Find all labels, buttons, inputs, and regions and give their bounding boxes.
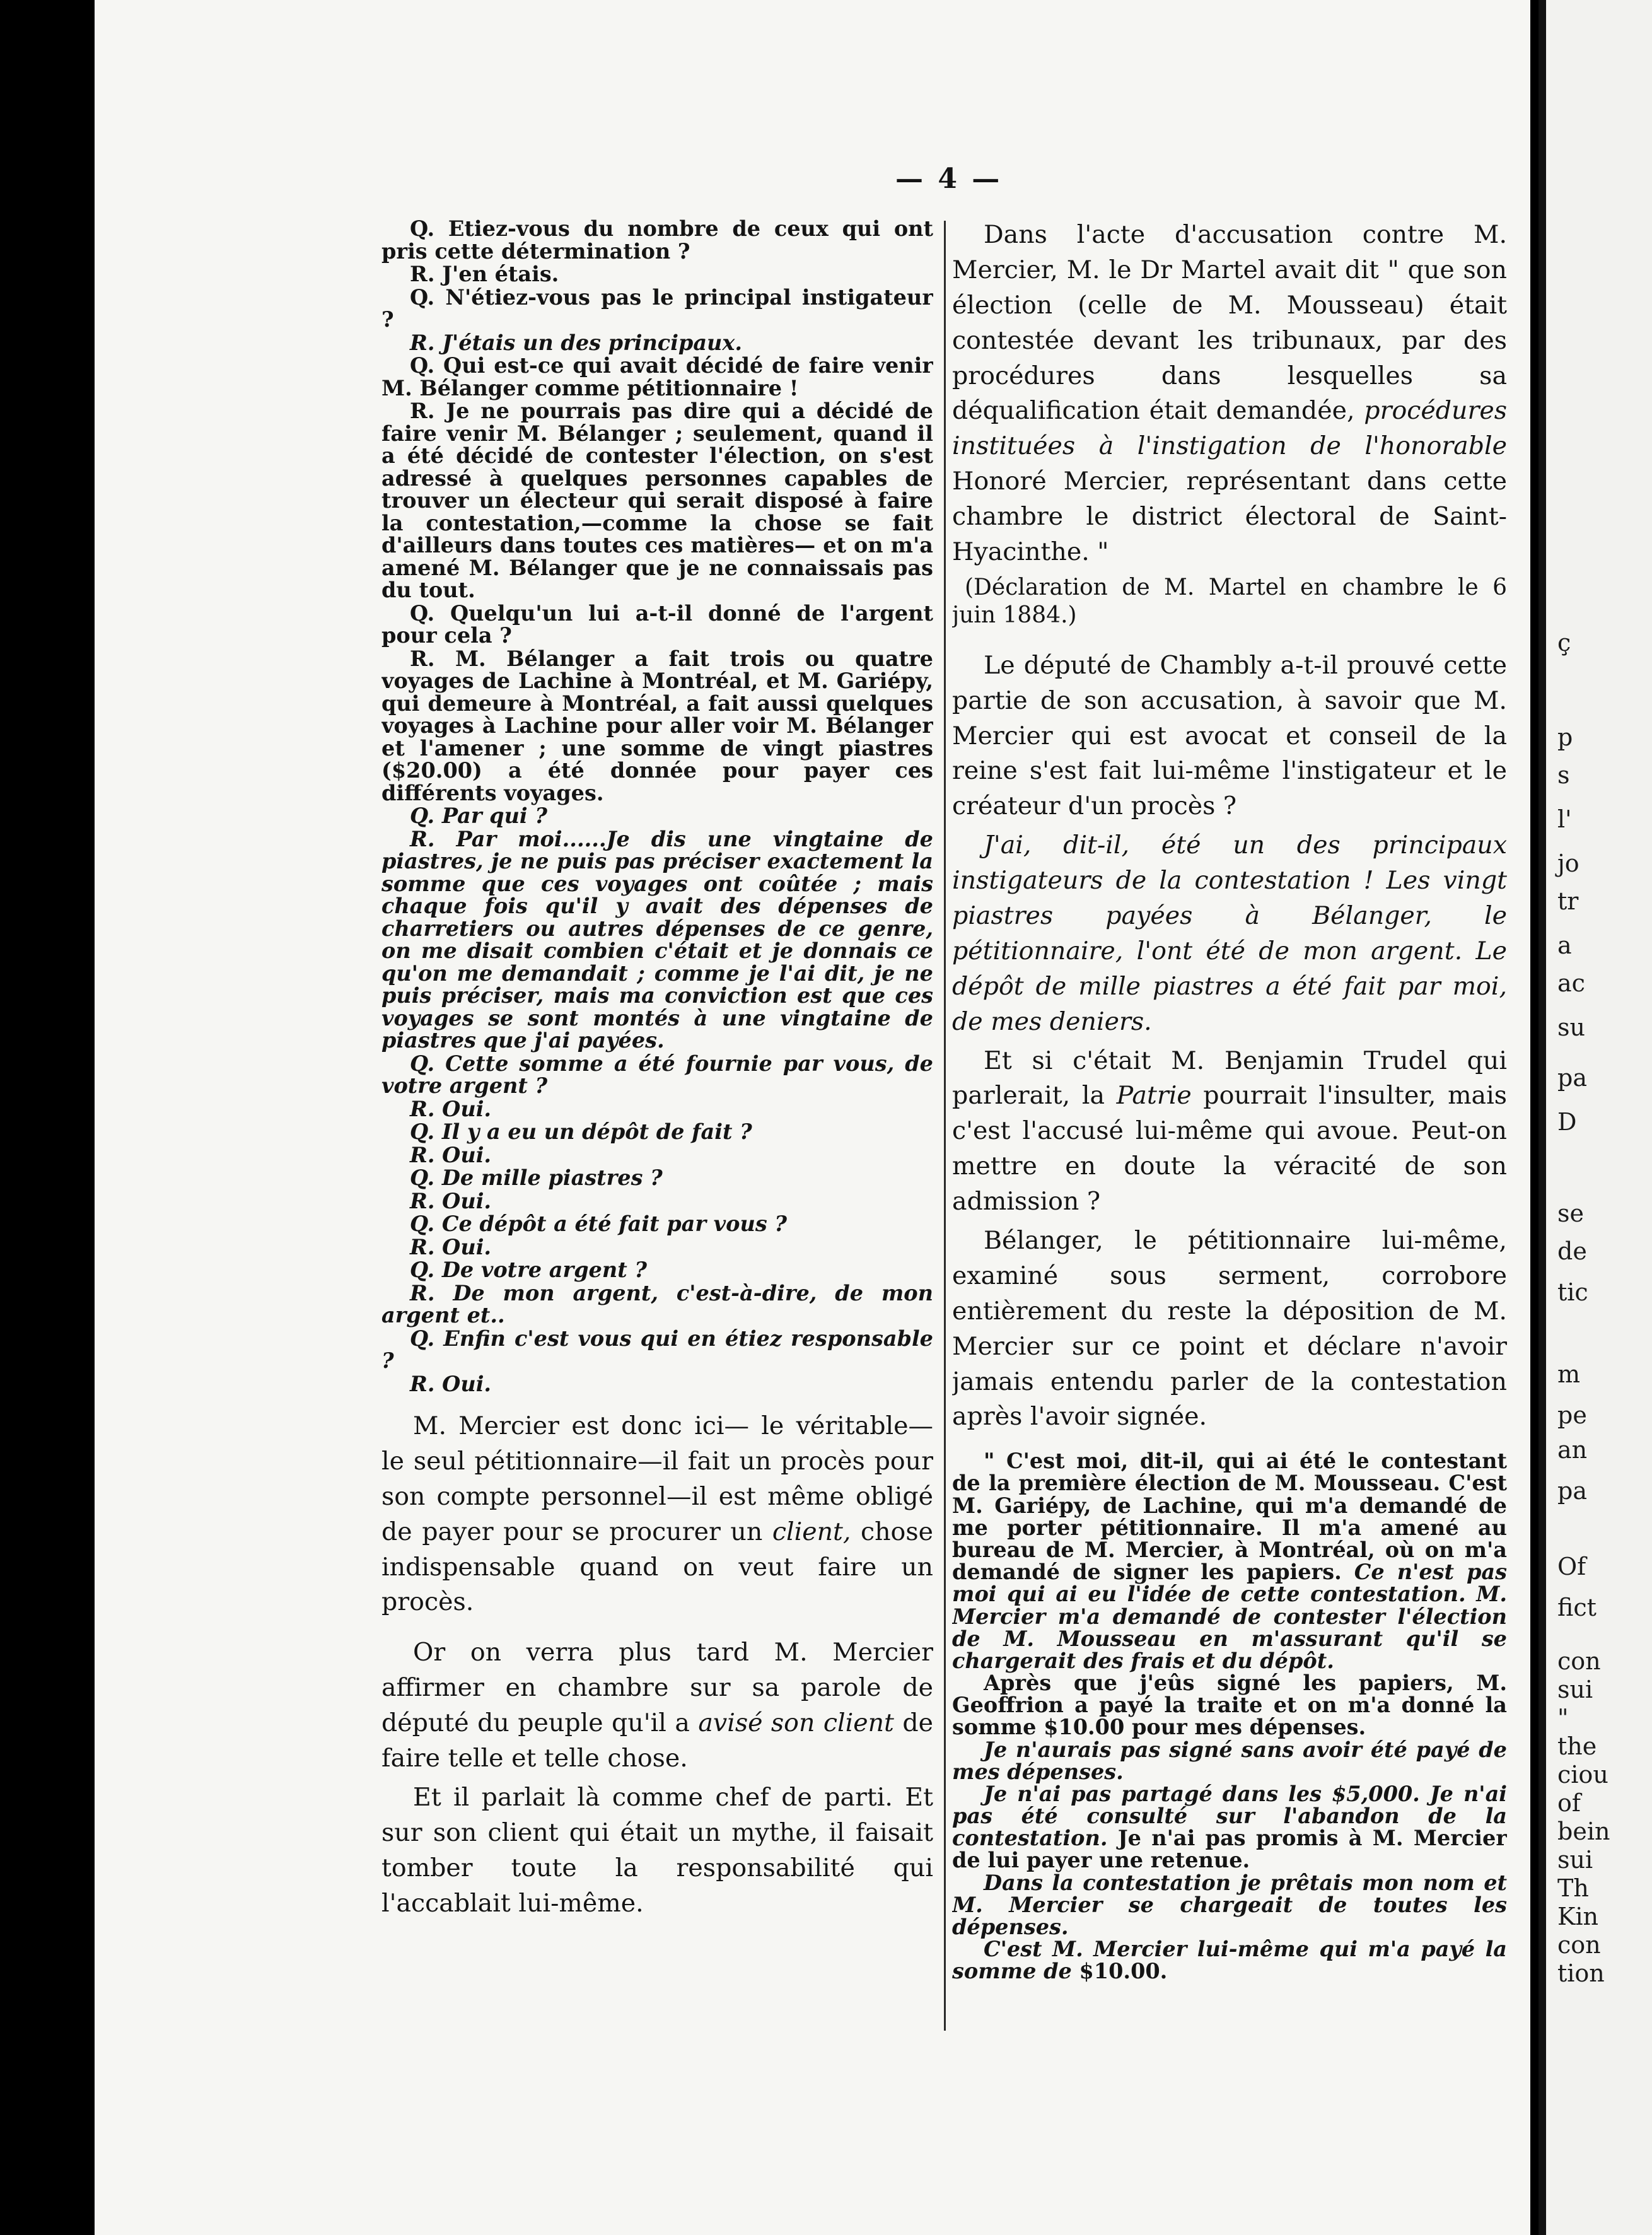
adjacent-page-fragment: ç <box>1557 629 1571 656</box>
adjacent-page-fragment: m <box>1557 1360 1581 1388</box>
qa-line: Q. Ce dépôt a été fait par vous ? <box>410 1211 787 1236</box>
adjacent-page-fragment: the <box>1557 1732 1597 1760</box>
paragraph-trudel: Et si c'était M. Benjamin Trudel qui parlerait, la Patrie pourrait l'insulter, mais c'est l'accusé lui-même qui avoue. Peut-on mettre en doute la véracité de son admission ? <box>952 1046 1507 1217</box>
qa-line: R. Oui. <box>410 1096 492 1121</box>
qa-line: Q. Etiez-vous du nombre de ceux qui ont pris cette détermination ? <box>381 218 933 264</box>
adjacent-page-fragment: D <box>1557 1108 1577 1136</box>
qa-line: Q. Par qui ? <box>410 803 547 828</box>
adjacent-page <box>1539 0 1652 2235</box>
adjacent-page-fragment: Th <box>1557 1874 1589 1902</box>
adjacent-page-fragment: ac <box>1557 969 1585 997</box>
adjacent-page-fragment: fict <box>1557 1594 1597 1621</box>
right-column <box>952 218 1507 1982</box>
qa-line: R. Oui. <box>410 1234 492 1259</box>
adjacent-page-fragment: tr <box>1557 887 1579 915</box>
adjacent-page-fragment: a <box>1557 931 1572 959</box>
qa-line: R. J'en étais. <box>410 262 559 286</box>
qa-line: R. J'étais un des principaux. <box>410 330 743 355</box>
adjacent-page-fragment: ciou <box>1557 1761 1608 1789</box>
adjacent-page-fragment: sui <box>1557 1846 1593 1874</box>
qa-line: Q. De mille piastres ? <box>410 1165 663 1190</box>
adjacent-page-fragment: pa <box>1557 1477 1587 1505</box>
adjacent-page-fragment: su <box>1557 1013 1585 1041</box>
adjacent-page-fragment: sui <box>1557 1676 1593 1703</box>
citation-martel: (Déclaration de M. Martel en chambre le 6 juin 1884.) <box>952 574 1507 628</box>
quote-belanger-4: Je n'ai pas partagé dans les $5,000. Je n'ai pas été consulté sur l'abandon de la contestation. Je n'ai pas promis à M. Mercier de lui payer une retenue. <box>952 1781 1507 1873</box>
adjacent-page-fragment: of <box>1557 1789 1581 1817</box>
adjacent-page-fragment: an <box>1557 1436 1588 1464</box>
qa-line: Q. N'étiez-vous pas le principal instigateur ? <box>381 284 933 332</box>
quote-belanger-1: " C'est moi, dit-il, qui ai été le contestant de la première élection de M. Mousseau. C'est M. Gariépy, de Lachine, qui m'a demandé de me porter pétitionnaire. Il m'a amené au bureau de M. Mercier, à Montréal, où on m'a demandé de signer les papiers. Ce n'est pas moi qui ai eu l'idée de cette contestation. M. Mercier m'a demandé de contester l'élection de M. Mousseau en m'assurant qu'il se chargerait des frais et du dépôt. <box>952 1449 1507 1673</box>
paragraph-mercier-affirm: Or on verra plus tard M. Mercier affirmer en chambre sur sa parole de député du peuple qu'il a avisé son client de faire telle et telle chose. <box>381 1638 933 1773</box>
paragraph-mercier-petitioner: M. Mercier est donc ici— le véritable— le seul pétitionnaire—il fait un procès pour son compte personnel—il est même obligé de payer pour se procurer un client, chose indispensable quand on veut faire un procès. <box>381 1411 933 1617</box>
paragraph-party-chief: Et il parlait là comme chef de parti. Et sur son client qui était un mythe, il faisait tomber toute la responsabilité qui l'accablait lui-même. <box>381 1782 933 1918</box>
quote-belanger-5: Dans la contestation je prêtais mon nom et M. Mercier se chargeait de toutes les dépenses. <box>952 1870 1507 1939</box>
qa-line: Q. Enfin c'est vous qui en étiez responsable ? <box>381 1326 933 1373</box>
adjacent-page-fragment: con <box>1557 1647 1601 1675</box>
adjacent-page-fragment: se <box>1557 1199 1584 1227</box>
left-column <box>381 218 933 1936</box>
adjacent-page-fragment: pe <box>1557 1401 1587 1429</box>
adjacent-page-fragment: tic <box>1557 1278 1588 1306</box>
adjacent-page-fragment: Kin <box>1557 1903 1599 1930</box>
adjacent-page-fragment: con <box>1557 1931 1601 1959</box>
adjacent-page-fragment: Of <box>1557 1553 1586 1580</box>
qa-line: Q. Quelqu'un lui a-t-il donné de l'argent pour cela ? <box>381 600 933 648</box>
adjacent-page-fragment: de <box>1557 1237 1587 1265</box>
page-edge <box>1539 0 1546 2235</box>
qa-line: Q. Cette somme a été fournie par vous, de votre argent ? <box>381 1051 933 1098</box>
document-page <box>95 0 1530 2235</box>
paragraph-chambly-question: Le député de Chambly a-t-il prouvé cette partie de son accusation, à savoir que M. Mercier qui est avocat et conseil de la reine s'est fait lui-même l'instigateur et le créateur d'un procès ? <box>952 650 1507 821</box>
qa-line: R. Par moi......Je dis une vingtaine de piastres, je ne puis pas préciser exactement la somme que ces voyages ont coûtée ; mais chaque fois qu'il y avait des dépenses de charretiers ou autres dépenses de ce genre, on me disait combien c'était et je donnais ce qu'on me demandait ; comme je l'ai dit, je ne puis préciser, mais ma conviction est que ces voyages se sont montés à une vingtaine de piastres que j'ai payées. <box>381 826 933 1053</box>
qa-line: R. Oui. <box>410 1371 492 1396</box>
page-number: — 4 — <box>895 163 1003 195</box>
qa-line: R. M. Bélanger a fait trois ou quatre voyages de Lachine à Montréal, et M. Gariépy, qui demeure à Montréal, a fait aussi quelques voyages à Lachine pour aller voir M. Bélanger et l'amener ; une somme de vingt piastres ($20.00) a été donnée pour payer ces différents voyages. <box>381 646 933 805</box>
paragraph-mercier-quote: J'ai, dit-il, été un des principaux instigateurs de la contestation ! Les vingt piastres payées à Bélanger, le pétitionnaire, l'ont été de mon argent. Le dépôt de mille piastres a été fait par moi, de mes deniers. <box>952 831 1507 1036</box>
qa-line: Q. De votre argent ? <box>410 1258 647 1282</box>
column-divider <box>944 221 946 2031</box>
paragraph-accusation: Dans l'acte d'accusation contre M. Mercier, M. le Dr Martel avait dit " que son élection (celle de M. Mousseau) était contestée devant les tribunaux, par des procédures dans lesquelles sa déqualification était demandée, procédures instituées à l'instigation de l'honorable Honoré Mercier, représentant dans cette chambre le district électoral de Saint-Hyacinthe. " <box>952 220 1507 567</box>
qa-line: Q. Qui est-ce qui avait décidé de faire venir M. Bélanger comme pétitionnaire ! <box>381 353 933 400</box>
adjacent-page-fragment: " <box>1557 1704 1569 1732</box>
quote-belanger-6: C'est M. Mercier lui-même qui m'a payé la somme de $10.00. <box>952 1937 1507 1983</box>
adjacent-page-fragment: jo <box>1557 849 1579 877</box>
adjacent-page-fragment: s <box>1557 761 1570 789</box>
adjacent-page-fragment: p <box>1557 723 1573 751</box>
qa-line: R. De mon argent, c'est-à-dire, de mon argent et.. <box>381 1280 933 1328</box>
qa-line: R. Oui. <box>410 1188 492 1213</box>
quote-belanger-2: Après que j'eûs signé les papiers, M. Geoffrion a payé la traite et on m'a donné la somme $10.00 pour mes dépenses. <box>952 1671 1507 1740</box>
quote-belanger-3: Je n'aurais pas signé sans avoir été payé de mes dépenses. <box>952 1737 1507 1784</box>
qa-line: R. Je ne pourrais pas dire qui a décidé de faire venir M. Bélanger ; seulement, quand il a été décidé de contester l'élection, on s'est adressé à quelques personnes capables de trouver un électeur qui serait disposé à faire la contestation,—comme la chose se fait d'ailleurs dans toutes ces matières— et on m'a amené M. Bélanger que je ne connaissais pas du tout. <box>381 399 933 602</box>
adjacent-page-fragment: pa <box>1557 1064 1587 1092</box>
adjacent-page-fragment: l' <box>1557 805 1572 833</box>
adjacent-page-fragment: bein <box>1557 1818 1610 1845</box>
interrogation-list <box>381 218 933 1395</box>
adjacent-page-fragment: tion <box>1557 1959 1605 1987</box>
qa-line: Q. Il y a eu un dépôt de fait ? <box>410 1119 752 1144</box>
paragraph-belanger: Bélanger, le pétitionnaire lui-même, examiné sous serment, corrobore entièrement du reste la déposition de M. Mercier sur ce point et déclare n'avoir jamais entendu parler de la contestation après l'avoir signée. <box>952 1225 1507 1432</box>
qa-line: R. Oui. <box>410 1142 492 1167</box>
